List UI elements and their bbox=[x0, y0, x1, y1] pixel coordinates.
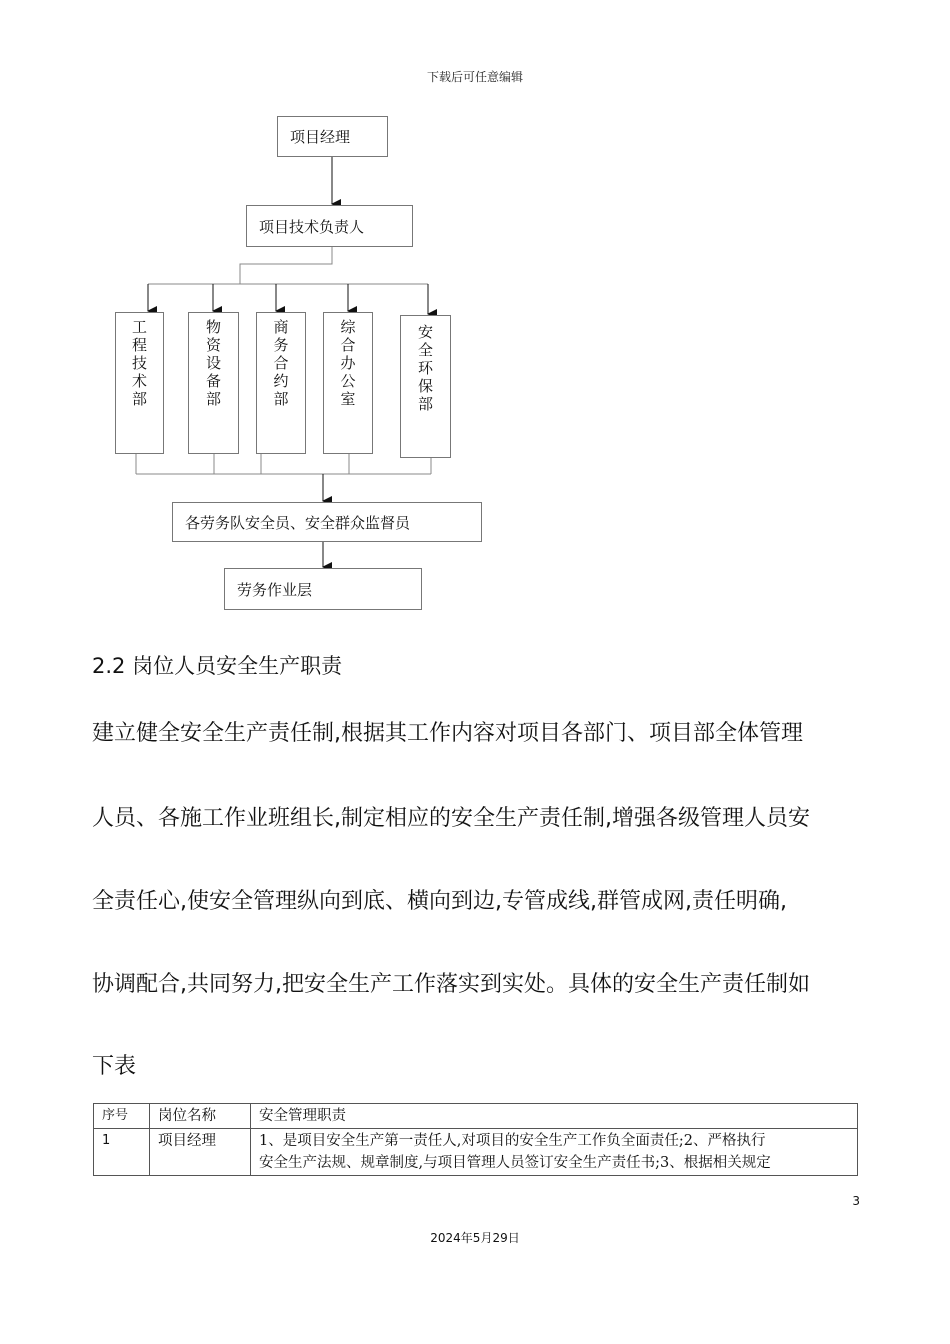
org-node-label: 安全环保部 bbox=[416, 324, 434, 414]
org-node-dept-office bbox=[323, 312, 373, 454]
table-header-cell: 序号 bbox=[94, 1104, 150, 1129]
org-node-dept-commercial bbox=[256, 312, 306, 454]
org-node-dept-engineering bbox=[115, 312, 164, 454]
paragraph-line: 协调配合,共同努力,把安全生产工作落实到实处。具体的安全生产责任制如 bbox=[92, 972, 810, 997]
table-cell-duty bbox=[251, 1129, 858, 1176]
org-node-labor-layer bbox=[224, 568, 422, 610]
table-header-row bbox=[94, 1104, 858, 1129]
table-row bbox=[94, 1129, 858, 1176]
duty-line: 安全生产法规、规章制度,与项目管理人员签订安全生产责任书;3、根据相关规定 bbox=[259, 1155, 771, 1171]
org-node-dept-safety bbox=[400, 315, 451, 458]
table-header-cell: 安全管理职责 bbox=[251, 1104, 858, 1129]
footer-date: 2024年5月29日 bbox=[430, 1231, 520, 1245]
org-node-label: 商务合约部 bbox=[271, 319, 290, 409]
org-node-project-manager bbox=[277, 116, 388, 157]
org-node-label: 项目技术负责人 bbox=[259, 217, 365, 236]
paragraph-line: 下表 bbox=[92, 1054, 137, 1079]
section-title: 2.2 岗位人员安全生产职责 bbox=[92, 654, 343, 678]
org-node-label: 物资设备部 bbox=[204, 319, 222, 409]
header-note: 下载后可任意编辑 bbox=[426, 70, 523, 84]
paragraph-line: 全责任心,使安全管理纵向到底、横向到边,专管成线,群管成网,责任明确, bbox=[92, 889, 787, 914]
paragraph-line: 人员、各施工作业班组长,制定相应的安全生产责任制,增强各级管理人员安 bbox=[92, 806, 810, 831]
org-node-label: 各劳务队安全员、安全群众监督员 bbox=[185, 513, 411, 532]
table-header-cell: 岗位名称 bbox=[150, 1104, 251, 1129]
paragraph-line: 建立健全安全生产责任制,根据其工作内容对项目各部门、项目部全体管理 bbox=[92, 721, 803, 746]
page-number: 3 bbox=[852, 1194, 860, 1208]
org-node-dept-materials bbox=[188, 312, 239, 454]
table-cell-post: 项目经理 bbox=[150, 1129, 251, 1176]
org-node-label: 综合办公室 bbox=[338, 319, 357, 409]
org-node-label: 工程技术部 bbox=[130, 319, 148, 409]
org-node-label: 劳务作业层 bbox=[237, 580, 313, 599]
table-cell-no: 1 bbox=[94, 1129, 150, 1176]
duty-table bbox=[93, 1103, 858, 1176]
org-node-safety-staff bbox=[172, 502, 482, 542]
org-node-tech-lead bbox=[246, 205, 413, 247]
duty-line: 1、是项目安全生产第一责任人,对项目的安全生产工作负全面责任;2、严格执行 bbox=[259, 1133, 766, 1149]
org-node-label: 项目经理 bbox=[290, 128, 351, 146]
